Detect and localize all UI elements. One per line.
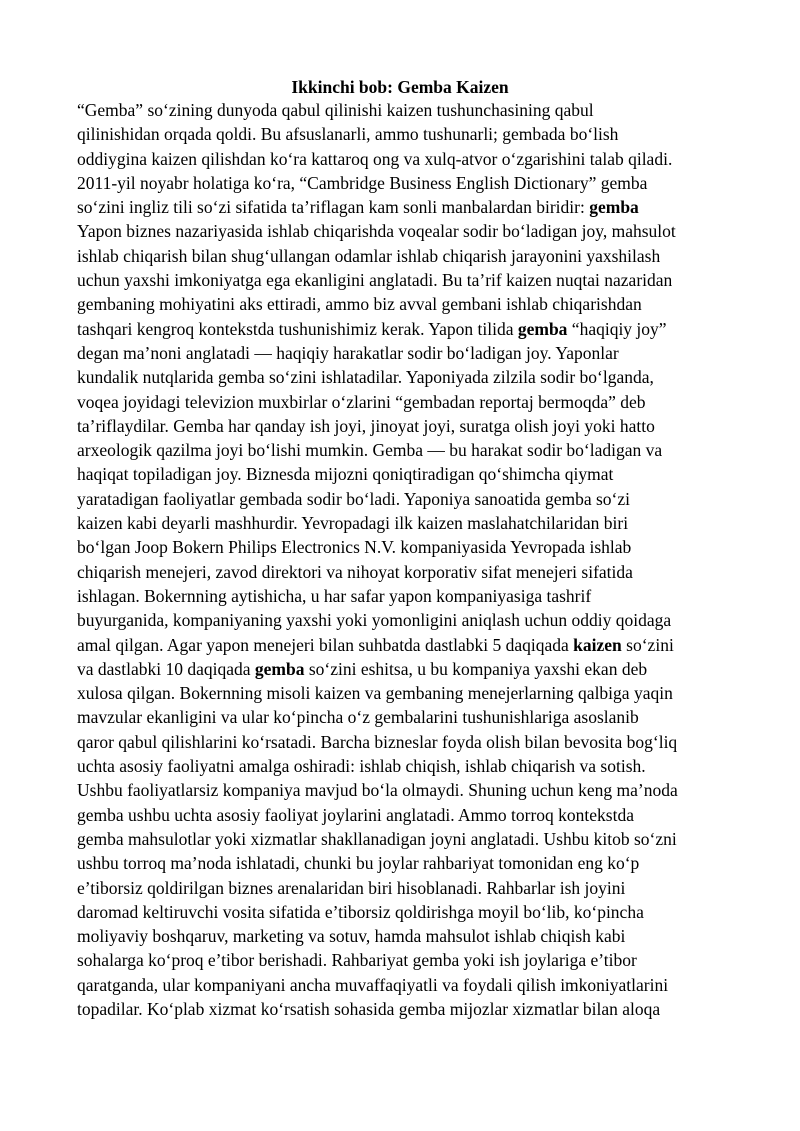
text-run: “haqiqiy joy” — [567, 318, 667, 339]
text-line — [77, 657, 737, 681]
text-run: 2011-yil noyabr holatiga ko‘ra, “Cambridge Business English Dictionary” gemba — [77, 172, 648, 193]
text-run: yaratadigan faoliyatlar gembada sodir bo‘ladi. Yaponiya sanoatida gemba so‘zi — [77, 488, 631, 509]
text-line — [77, 244, 737, 268]
text-run: moliyaviy boshqaruv, marketing va sotuv, hamda mahsulot ishlab chiqish kabi — [77, 926, 626, 947]
text-line — [77, 900, 737, 924]
text-line — [77, 705, 737, 729]
bold-term: gemba — [254, 658, 305, 679]
bold-term: gemba — [589, 197, 639, 218]
text-run: so‘zini eshitsa, u bu kompaniya yaxshi ekan deb — [304, 658, 648, 679]
chapter-title: Ikkinchi bob: Gemba Kaizen — [291, 77, 509, 97]
text-line — [77, 948, 737, 972]
text-line — [77, 973, 737, 997]
text-line — [77, 851, 737, 875]
text-run: ishlagan. Bokernning aytishicha, u har safar yapon kompaniyasiga tashrif — [77, 585, 592, 606]
text-line — [77, 924, 737, 948]
text-run: sohalarga ko‘proq e’tibor berishadi. Rahbariyat gemba yoki ish joylariga e’tibor — [77, 950, 637, 971]
text-run: so‘zini — [621, 634, 674, 655]
text-run: gemba mahsulotlar yoki xizmatlar shakllanadigan joyni anglatadi. Ushbu kitob so‘zni — [77, 828, 677, 849]
text-run: va dastlabki 10 daqiqada — [77, 658, 255, 679]
bold-term: gemba — [517, 318, 568, 339]
text-run: chiqarish menejeri, zavod direktori va nihoyat korporativ sifat menejeri sifatida — [77, 561, 633, 582]
text-run: Yapon biznes nazariyasida ishlab chiqarishda voqealar sodir bo‘ladigan joy, mahsulot — [77, 221, 676, 242]
text-run: Ushbu faoliyatlarsiz kompaniya mavjud bo‘la olmaydi. Shuning uchun keng ma’noda — [77, 780, 678, 801]
text-line — [77, 414, 737, 438]
text-line — [77, 997, 737, 1021]
body-paragraph — [77, 98, 737, 1021]
text-line — [77, 511, 737, 535]
text-run: qaror qabul qilishlarini ko‘rsatadi. Barcha bizneslar foyda olish bilan bevosita bog‘liq — [77, 731, 678, 752]
text-run: uchta asosiy faoliyatni amalga oshiradi: ishlab chiqish, ishlab chiqarish va sotish. — [77, 756, 646, 777]
text-line — [77, 171, 737, 195]
text-line — [77, 98, 737, 122]
text-line — [77, 487, 737, 511]
text-run: qilinishidan orqada qoldi. Bu afsuslanarli, ammo tushunarli; gembada bo‘lish — [77, 124, 619, 145]
text-line — [77, 560, 737, 584]
text-line — [77, 365, 737, 389]
text-line — [77, 754, 737, 778]
text-line — [77, 778, 737, 802]
text-line — [77, 584, 737, 608]
text-line — [77, 462, 737, 486]
text-run: amal qilgan. Agar yapon menejeri bilan suhbatda dastlabki 5 daqiqada — [77, 634, 574, 655]
text-line — [77, 292, 737, 316]
text-run: topadilar. Ko‘plab xizmat ko‘rsatish sohasida gemba mijozlar xizmatlar bilan aloqa — [77, 998, 661, 1019]
text-line — [77, 730, 737, 754]
text-line — [77, 195, 737, 219]
text-line — [77, 122, 737, 146]
text-run: arxeologik qazilma joyi bo‘lishi mumkin. Gemba — bu harakat sodir bo‘ladigan va — [77, 440, 663, 461]
text-line — [77, 681, 737, 705]
text-line — [77, 219, 737, 243]
text-run: qaratganda, ular kompaniyani ancha muvaffaqiyatli va foydali qilish imkoniyatlarini — [77, 974, 669, 995]
text-run: daromad keltiruvchi vosita sifatida e’tiborsiz qoldirishga moyil bo‘lib, ko‘pincha — [77, 901, 644, 922]
text-run: kundalik nutqlarida gemba so‘zini ishlatadilar. Yaponiyada zilzila sodir bo‘lganda, — [77, 367, 654, 388]
text-line — [77, 317, 737, 341]
text-line — [77, 438, 737, 462]
text-run: ushbu torroq ma’noda ishlatadi, chunki bu joylar rahbariyat tomonidan eng ko‘p — [77, 853, 640, 874]
text-line — [77, 876, 737, 900]
text-run: xulosa qilgan. Bokernning misoli kaizen va gembaning menejerlarning qalbiga yaqin — [77, 683, 673, 704]
text-run: ta’riflaydilar. Gemba har qanday ish joyi, jinoyat joyi, suratga olish joyi yoki hatto — [77, 415, 655, 436]
text-line — [77, 827, 737, 851]
text-run: kaizen kabi deyarli mashhurdir. Yevropadagi ilk kaizen maslahatchilaridan biri — [77, 513, 629, 534]
text-run: gembaning mohiyatini aks ettiradi, ammo biz avval gembani ishlab chiqarishdan — [77, 294, 642, 315]
text-run: haqiqat topiladigan joy. Biznesda mijozni qoniqtiradigan qo‘shimcha qiymat — [77, 464, 614, 485]
text-run: bo‘lgan Joop Bokern Philips Electronics N.V. kompaniyasida Yevropada ishlab — [77, 537, 632, 558]
text-line — [77, 633, 737, 657]
text-line — [77, 390, 737, 414]
text-line — [77, 341, 737, 365]
text-run: so‘zini ingliz tili so‘zi sifatida ta’riflagan kam sonli manbalardan biridir: — [77, 197, 590, 218]
text-run: degan ma’noni anglatadi — haqiqiy harakatlar sodir bo‘ladigan joy. Yaponlar — [77, 342, 619, 363]
text-line — [77, 268, 737, 292]
bold-term: kaizen — [573, 634, 622, 655]
text-line — [77, 803, 737, 827]
text-run: gemba ushbu uchta asosiy faoliyat joylarini anglatadi. Ammo torroq kontekstda — [77, 804, 634, 825]
text-run: oddiygina kaizen qilishdan ko‘ra kattaroq ong va xulq-atvor o‘zgarishini talab qiladi. — [77, 148, 673, 169]
text-run: “Gemba” so‘zining dunyoda qabul qilinishi kaizen tushunchasining qabul — [77, 100, 594, 120]
text-run: ishlab chiqarish bilan shug‘ullangan odamlar ishlab chiqarish jarayonini yaxshilash — [77, 245, 661, 266]
text-run: voqea joyidagi televizion muxbirlar o‘zlarini “gembadan reportaj bermoqda” deb — [77, 391, 646, 412]
text-line — [77, 147, 737, 171]
text-run: buyurganida, kompaniyaning yaxshi yoki yomonligini aniqlash uchun oddiy qoidaga — [77, 610, 672, 631]
text-run: tashqari kengroq kontekstda tushunishimiz kerak. Yapon tilida — [77, 318, 518, 339]
text-line — [77, 535, 737, 559]
text-run: mavzular ekanligini va ular ko‘pincha o‘z gembalarini tushunishlariga asoslanib — [77, 707, 639, 728]
text-run: e’tiborsiz qoldirilgan biznes arenalaridan biri hisoblanadi. Rahbarlar ish joyini — [77, 877, 626, 898]
text-run: uchun yaxshi imkoniyatga ega ekanligini anglatadi. Bu ta’rif kaizen nuqtai nazaridan — [77, 270, 673, 291]
text-line — [77, 608, 737, 632]
